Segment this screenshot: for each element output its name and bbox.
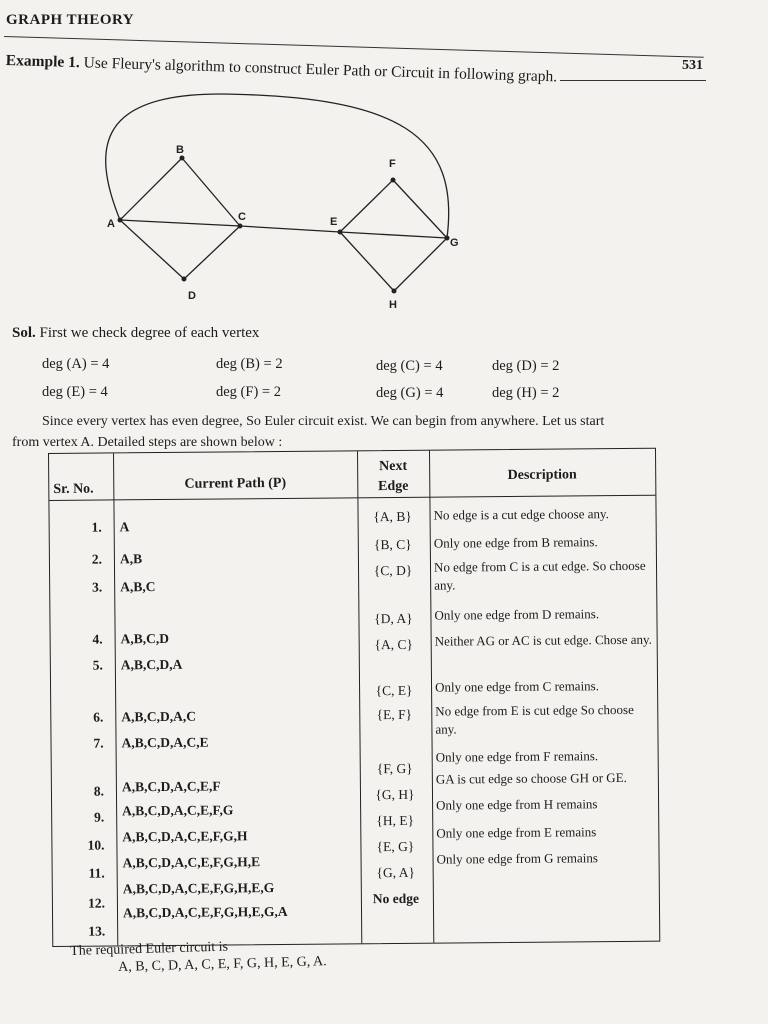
row-1-path: A — [119, 519, 130, 535]
row-11-desc: Only one edge from E remains — [436, 824, 597, 841]
row-12-path: A,B,C,D,A,C,E,F,G,H,E,G — [122, 880, 275, 897]
degree-h: deg (H) = 2 — [492, 385, 560, 401]
row-1-desc: No edge is a cut edge choose any. — [433, 506, 609, 523]
vertex-e-dot — [338, 230, 343, 235]
header-current-path: Current Path (P) — [184, 475, 287, 492]
degree-a: deg (A) = 4 — [42, 356, 110, 372]
row-3-sr: 3. — [91, 579, 103, 595]
col-divider-1 — [113, 453, 118, 945]
degree-c: deg (C) = 4 — [376, 358, 443, 374]
row-10-desc: Only one edge from H remains — [436, 796, 598, 813]
row-13-sr: 13. — [88, 923, 106, 939]
row-12-desc: Only one edge from G remains — [436, 850, 598, 867]
vertex-label-f: F — [389, 158, 396, 170]
row-3-path: A,B,C — [120, 579, 156, 595]
row-7-edge: {E, F} — [376, 706, 413, 723]
row-1-edge: {A, B} — [373, 508, 412, 525]
row-2-edge: {B, C} — [373, 536, 412, 553]
row-9-edge: {G, H} — [375, 786, 415, 803]
vertex-c-dot — [238, 224, 243, 229]
row-5-edge: {A, C} — [374, 636, 413, 653]
solution-intro-text: First we check degree of each vertex — [39, 325, 260, 341]
example-text: Use Fleury's algorithm to construct Euler Path or Circuit in following graph. — [83, 54, 558, 86]
running-title: GRAPH THEORY — [6, 12, 135, 28]
vertex-a-dot — [118, 218, 123, 223]
row-2-sr: 2. — [91, 551, 102, 567]
row-3-desc: No edge from C is a cut edge. So choose any. — [433, 557, 646, 593]
fleury-steps-table — [48, 448, 660, 947]
row-6-path: A,B,C,D,A,C — [121, 708, 197, 725]
vertex-label-d: D — [188, 290, 196, 302]
vertex-f-dot — [391, 178, 396, 183]
vertex-label-g: G — [450, 237, 459, 249]
row-11-sr: 11. — [88, 865, 105, 881]
edge-a-d — [120, 220, 184, 279]
edge-a-c — [120, 220, 240, 226]
row-10-edge: {H, E} — [376, 812, 415, 829]
conclusion-text: The required Euler circuit is — [70, 939, 229, 959]
row-5-sr: 5. — [92, 657, 103, 673]
header-next: Next — [379, 458, 408, 475]
row-9-sr: 9. — [93, 809, 105, 825]
row-2-path: A,B — [119, 551, 143, 567]
page-number: 531 — [682, 58, 703, 73]
row-11-path: A,B,C,D,A,C,E,F,G,H,E — [122, 854, 261, 871]
row-7-path: A,B,C,D,A,C,E — [121, 734, 209, 751]
solution-intro — [12, 325, 259, 342]
row-9-desc: GA is cut edge so choose GH or GE. — [435, 769, 627, 787]
vertex-b-dot — [180, 156, 185, 161]
vertex-d-dot — [182, 277, 187, 282]
row-1-sr: 1. — [91, 519, 102, 535]
vertex-label-h: H — [389, 299, 397, 311]
edge-c-e — [240, 226, 340, 232]
header-sr-no: Sr. No. — [53, 481, 94, 497]
row-3-edge: {C, D} — [373, 562, 413, 579]
row-5-path: A,B,C,D,A — [120, 656, 183, 673]
header-rule-bottom — [49, 495, 655, 501]
vertex-label-a: A — [107, 218, 115, 230]
degree-g: deg (G) = 4 — [376, 385, 444, 401]
vertex-label-b: B — [176, 144, 184, 156]
edge-h-g — [394, 238, 447, 291]
explanation-line-2: from vertex A. Detailed steps are shown below : — [12, 435, 283, 450]
row-13-desc — [437, 889, 657, 891]
edge-a-b — [120, 158, 182, 220]
vertex-label-c: C — [238, 211, 246, 223]
edge-d-c — [184, 226, 240, 279]
page-number-rule — [560, 80, 706, 81]
row-6-desc: Only one edge from C remains. — [434, 678, 600, 695]
row-4-sr: 4. — [92, 631, 103, 647]
vertex-label-e: E — [330, 216, 338, 228]
row-6-sr: 6. — [93, 709, 104, 725]
header-description: Description — [507, 467, 577, 483]
degree-d: deg (D) = 2 — [492, 358, 560, 374]
edge-f-g — [393, 180, 447, 238]
header-edge: Edge — [378, 478, 409, 495]
edge-e-f — [340, 180, 393, 232]
degree-e: deg (E) = 4 — [42, 384, 108, 400]
degree-f: deg (F) = 2 — [216, 384, 281, 400]
vertex-g-dot — [445, 236, 450, 241]
row-7-sr: 7. — [93, 735, 104, 751]
row-10-path: A,B,C,D,A,C,E,F,G,H — [122, 828, 248, 845]
row-13-path: A,B,C,D,A,C,E,F,G,H,E,G,A — [122, 903, 288, 921]
vertex-h-dot — [392, 289, 397, 294]
edge-e-h — [340, 232, 394, 291]
row-8-desc: Only one edge from F remains. — [435, 748, 599, 765]
row-12-edge: {G, A} — [376, 864, 415, 881]
row-4-edge: {D, A} — [374, 610, 413, 627]
row-10-sr: 10. — [87, 837, 105, 853]
row-9-path: A,B,C,D,A,C,E,F,G — [122, 802, 234, 819]
row-8-path: A,B,C,D,A,C,E,F — [121, 778, 221, 795]
edge-e-g — [340, 232, 447, 238]
edge-b-c — [182, 158, 240, 226]
edge-a-g-curve — [106, 94, 449, 238]
degree-b: deg (B) = 2 — [216, 356, 283, 372]
row-6-edge: {C, E} — [375, 682, 413, 699]
euler-circuit-result: A, B, C, D, A, C, E, F, G, H, E, G, A. — [118, 954, 327, 975]
row-7-desc: No edge from E is cut edge So choose any. — [435, 701, 634, 737]
row-11-edge: {E, G} — [376, 838, 415, 855]
row-4-desc: Only one edge from D remains. — [434, 606, 600, 623]
example-statement — [5, 52, 557, 86]
row-5-desc: Neither AG or AC is cut edge. Chose any. — [434, 631, 652, 649]
explanation-line-1: Since every vertex has even degree, So Euler circuit exist. We can begin from anywhere. Let us start — [42, 414, 605, 429]
row-12-sr: 12. — [87, 895, 105, 911]
example-label: Example 1. — [5, 52, 81, 72]
solution-label: Sol. — [12, 325, 36, 341]
row-8-edge: {F, G} — [376, 760, 413, 777]
euler-graph-diagram — [100, 86, 480, 316]
row-2-desc: Only one edge from B remains. — [433, 534, 598, 551]
row-13-edge: No edge — [372, 890, 420, 907]
row-4-path: A,B,C,D — [120, 630, 170, 647]
row-8-sr: 8. — [93, 783, 105, 799]
